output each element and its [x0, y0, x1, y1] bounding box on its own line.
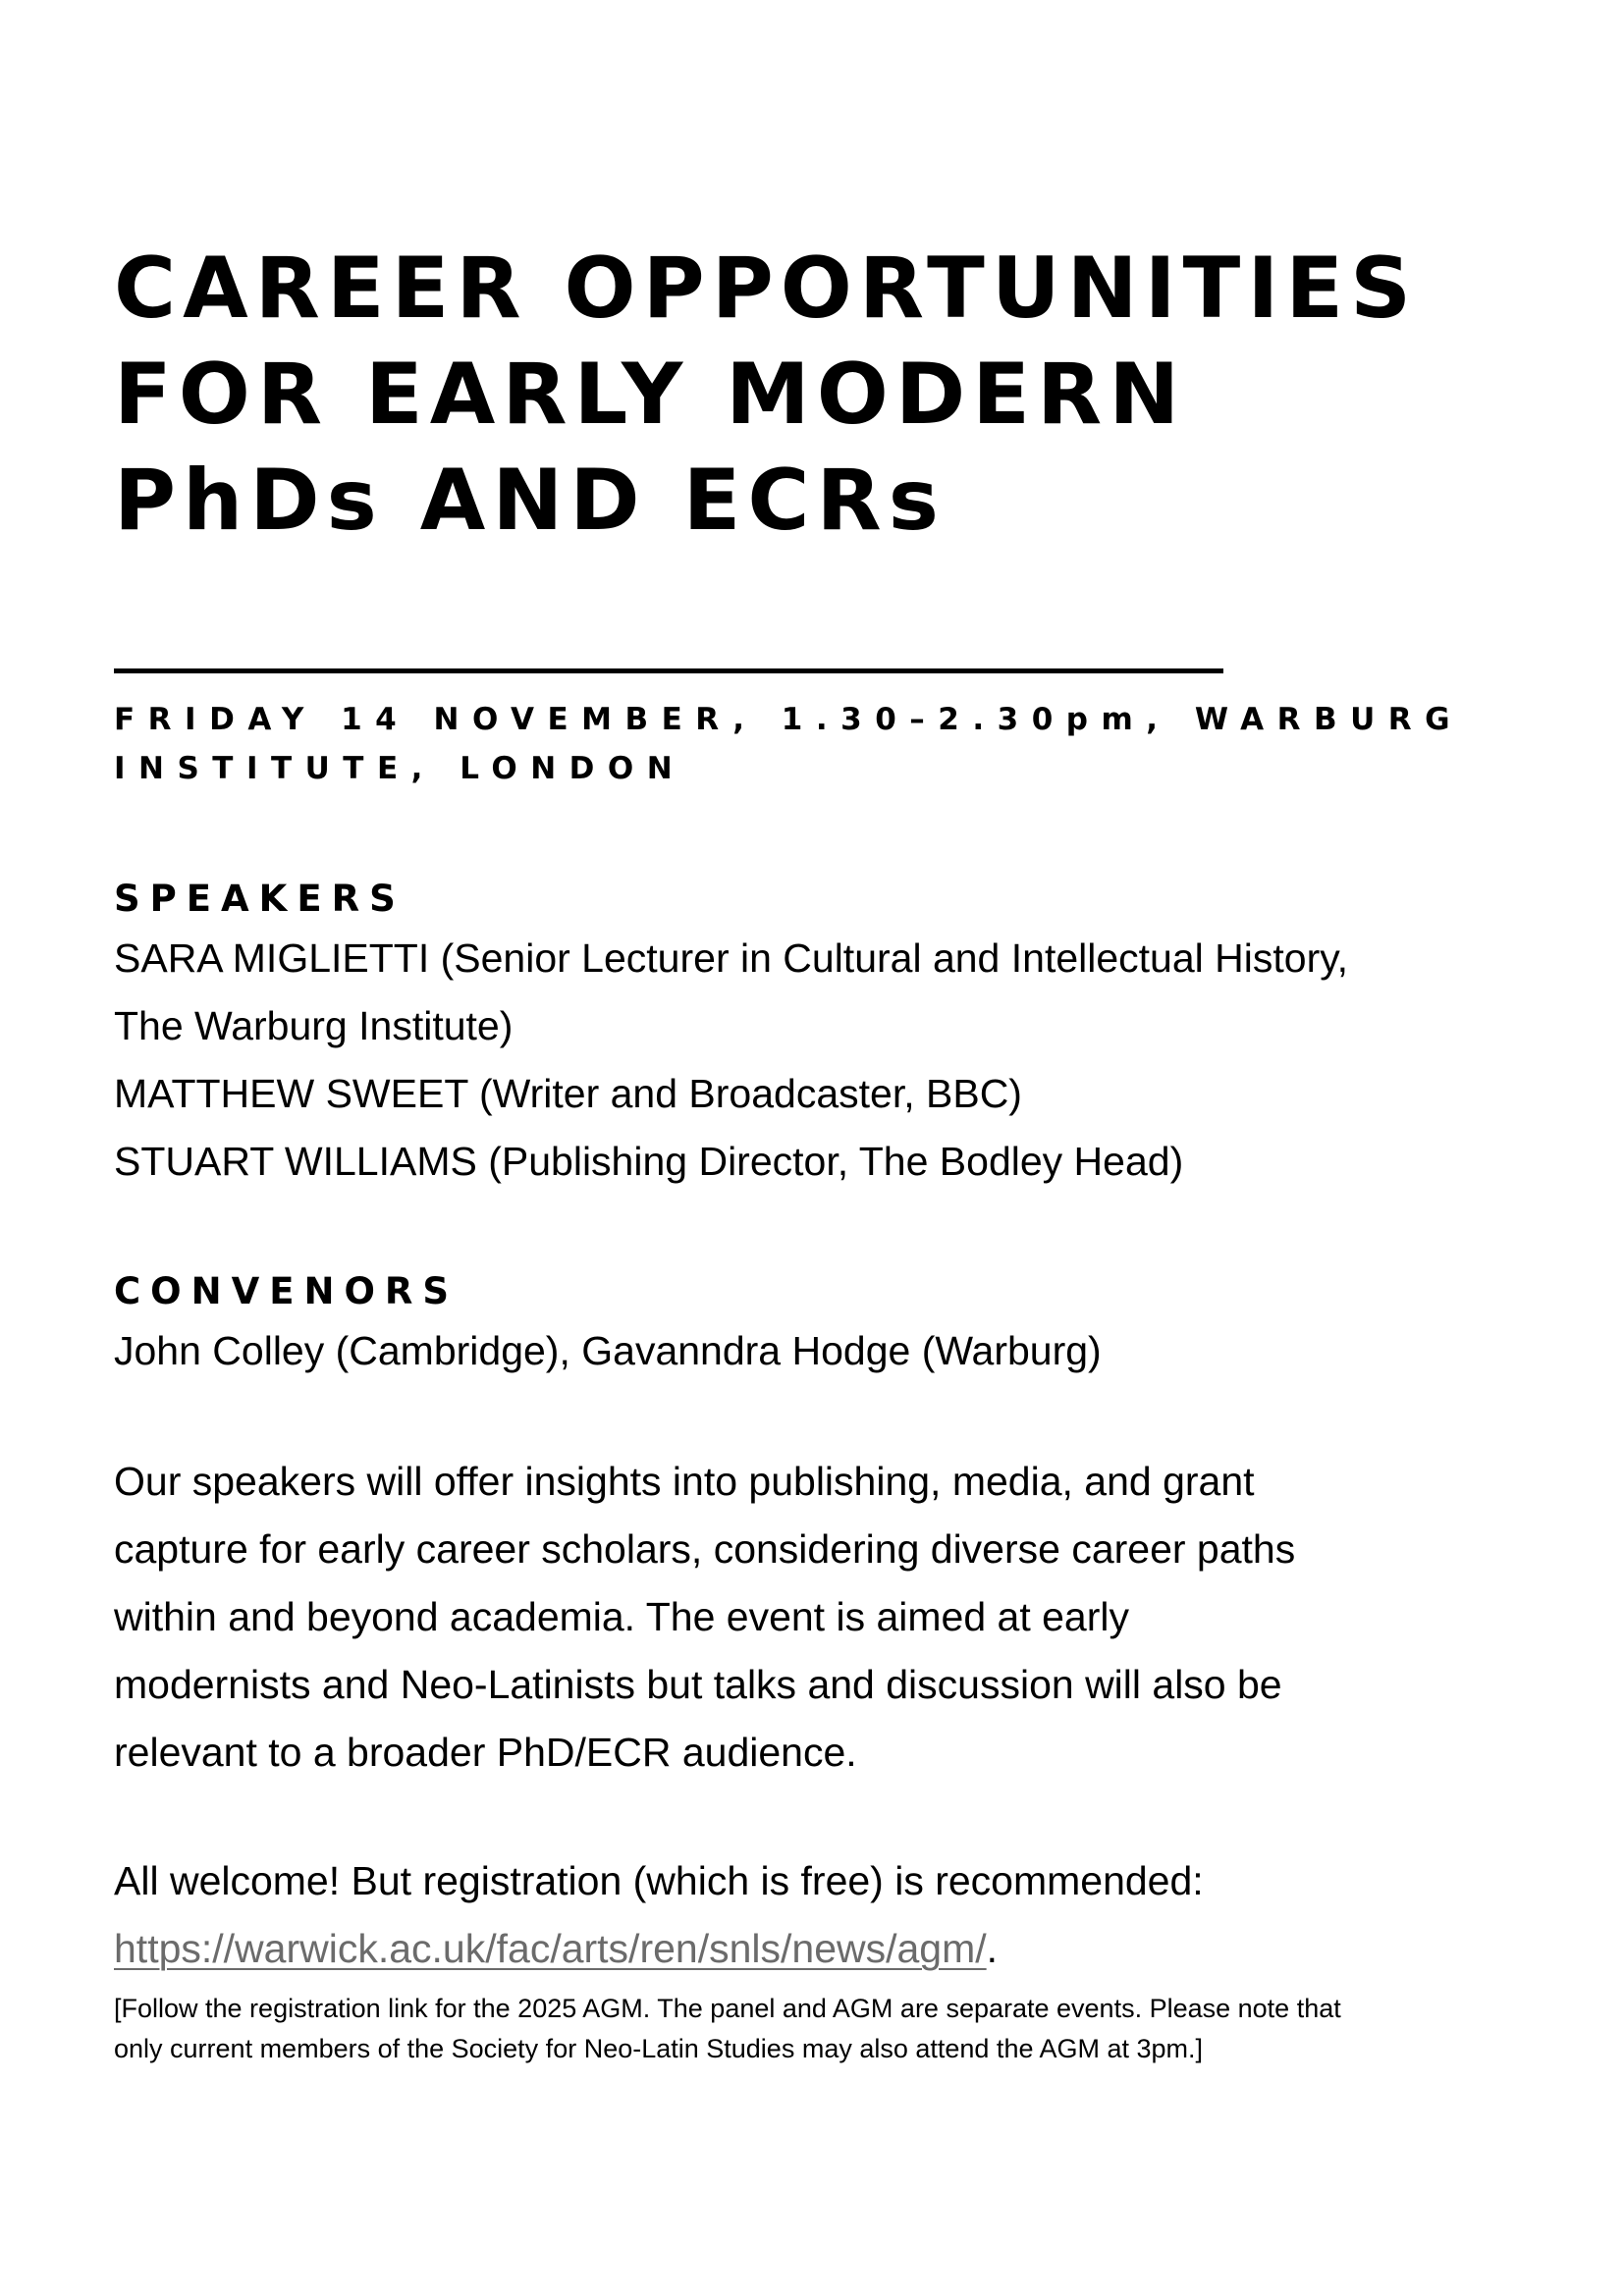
- speaker-line: STUART WILLIAMS (Publishing Director, The Bodley Head): [114, 1139, 1184, 1184]
- description-line: Our speakers will offer insights into publishing, media, and grant: [114, 1459, 1255, 1504]
- footnote-line-1: [Follow the registration link for the 2025 AGM. The panel and AGM are separate events. Please note that: [114, 1994, 1341, 2023]
- description-line: modernists and Neo-Latinists but talks and discussion will also be: [114, 1662, 1282, 1707]
- event-title: [114, 236, 1547, 554]
- speaker-line: MATTHEW SWEET (Writer and Broadcaster, BBC): [114, 1071, 1022, 1116]
- dateline-line-1: FRIDAY 14 NOVEMBER, 1.30–2.30pm, WARBURG: [114, 702, 1464, 737]
- registration-block: [114, 1847, 1547, 1983]
- description-line: capture for early career scholars, considering diverse career paths: [114, 1526, 1296, 1572]
- description-line: relevant to a broader PhD/ECR audience.: [114, 1730, 857, 1775]
- speakers-section: [114, 874, 1547, 1196]
- registration-link-suffix: .: [986, 1926, 999, 1971]
- title-divider: [114, 668, 1223, 673]
- event-dateline: [114, 695, 1489, 793]
- convenors-section: [114, 1266, 1547, 1385]
- convenors-names: John Colley (Cambridge), Gavanndra Hodge (Warburg): [114, 1328, 1102, 1373]
- description-line: within and beyond academia. The event is aimed at early: [114, 1594, 1129, 1639]
- speaker-line: The Warburg Institute): [114, 1003, 514, 1048]
- convenors-heading: CONVENORS: [114, 1270, 460, 1312]
- speakers-heading: SPEAKERS: [114, 878, 406, 920]
- event-description: [114, 1448, 1547, 1787]
- title-line-1: CAREER OPPORTUNITIES: [114, 240, 1419, 338]
- registration-text: All welcome! But registration (which is free) is recommended:: [114, 1858, 1204, 1903]
- title-line-2: FOR EARLY MODERN: [114, 346, 1187, 444]
- speaker-line: SARA MIGLIETTI (Senior Lecturer in Cultural and Intellectual History,: [114, 935, 1349, 981]
- registration-link-line: [114, 1915, 1547, 1983]
- dateline-line-2: INSTITUTE, LONDON: [114, 751, 686, 786]
- registration-link[interactable]: https://warwick.ac.uk/fac/arts/ren/snls/news/agm/: [114, 1926, 987, 1971]
- title-line-3: PhDs AND ECRs: [114, 452, 946, 550]
- footnote: [114, 1989, 1547, 2069]
- footnote-line-2: only current members of the Society for Neo-Latin Studies may also attend the AGM at 3pm.]: [114, 2034, 1204, 2063]
